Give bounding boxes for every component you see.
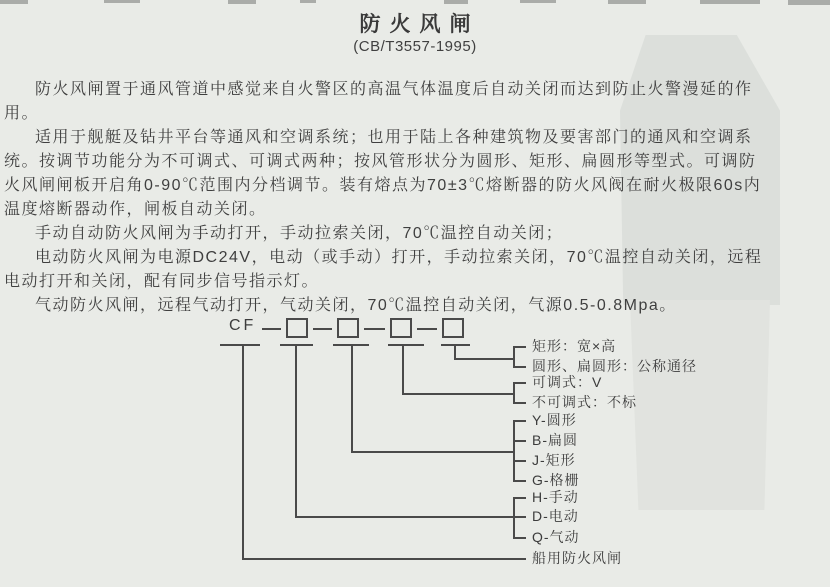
body-text-line: 防火风闸置于通风管道中感觉来自火警区的高温气体温度后自动关闭而达到防止火警漫延的作 [35, 81, 753, 98]
legend-drive-h: H-手动 [532, 489, 579, 505]
legend-tick [513, 480, 526, 482]
code-box-drive [286, 318, 308, 338]
legend-tick [513, 346, 526, 348]
legend-bracket [513, 497, 515, 539]
legend-shape-b: B-扁圆 [532, 432, 578, 448]
legend-tick [513, 402, 526, 404]
body-text-line: 温度熔断器动作，闸板自动关闭。 [4, 201, 267, 218]
connector-line [295, 344, 297, 518]
body-text-line: 用。 [4, 105, 40, 122]
legend-shape-g: G-格栅 [532, 472, 580, 488]
legend-round-size: 圆形、扁圆形：公称通径 [532, 358, 697, 374]
legend-tick [513, 382, 526, 384]
code-box-shape [337, 318, 359, 338]
connector-line [351, 344, 353, 453]
code-dash [313, 328, 332, 330]
legend-tick [513, 460, 526, 462]
legend-drive-d: D-电动 [532, 508, 579, 524]
legend-tick [513, 366, 526, 368]
legend-bracket [513, 382, 515, 404]
page-title: 防火风闸 [359, 13, 480, 36]
legend-tick [513, 440, 526, 442]
legend-shape-y: Y-圆形 [532, 412, 577, 428]
legend-tick [513, 537, 526, 539]
model-prefix: CF [229, 317, 257, 334]
connector-line [454, 358, 515, 360]
code-dash [364, 328, 385, 330]
standard-number: (CB/T3557-1995) [353, 38, 477, 55]
connector-line [242, 344, 244, 560]
connector-line [402, 393, 515, 395]
body-text-line: 统。按调节功能分为不可调式、可调式两种；按风管形状分为圆形、矩形、扁圆形等型式。可调防 [4, 153, 757, 170]
connector-line [295, 516, 526, 518]
legend-non-adjustable: 不可调式：不标 [532, 394, 637, 410]
body-text-line: 电动打开和关闭，配有同步信号指示灯。 [4, 273, 320, 290]
legend-bracket [513, 346, 515, 368]
legend-adjustable: 可调式：V [532, 374, 603, 390]
body-text-line: 电动防火风闸为电源DC24V，电动（或手动）打开，手动拉索关闭，70℃温控自动关闭，远程 [35, 249, 763, 266]
legend-tick [513, 420, 526, 422]
body-text-line: 气动防火风闸，远程气动打开，气动关闭，70℃温控自动关闭，气源0.5-0.8Mpa。 [35, 297, 677, 314]
code-box-size [442, 318, 464, 338]
body-text-line: 手动自动防火风闸为手动打开，手动拉索关闭，70℃温控自动关闭； [35, 225, 564, 242]
code-dash [417, 328, 437, 330]
connector-line [351, 451, 515, 453]
legend-rect-size: 矩形：宽×高 [532, 338, 617, 354]
body-text-line: 适用于舰艇及钻井平台等通风和空调系统；也用于陆上各种建筑物及要害部门的通风和空调系 [35, 129, 753, 146]
code-underline [220, 344, 260, 346]
legend-tick [513, 497, 526, 499]
code-underline [388, 344, 424, 346]
code-box-adjust [390, 318, 412, 338]
connector-line [242, 558, 526, 560]
connector-line [402, 344, 404, 395]
legend-base-name: 船用防火风闸 [532, 550, 622, 566]
code-dash [262, 328, 281, 330]
legend-drive-q: Q-气动 [532, 529, 580, 545]
legend-bracket [513, 420, 515, 482]
legend-shape-j: J-矩形 [532, 452, 576, 468]
body-text-line: 火风闸闸板开启角0-90℃范围内分档调节。装有熔点为70±3℃熔断器的防火风阀在耐火极限60s内 [4, 177, 762, 194]
